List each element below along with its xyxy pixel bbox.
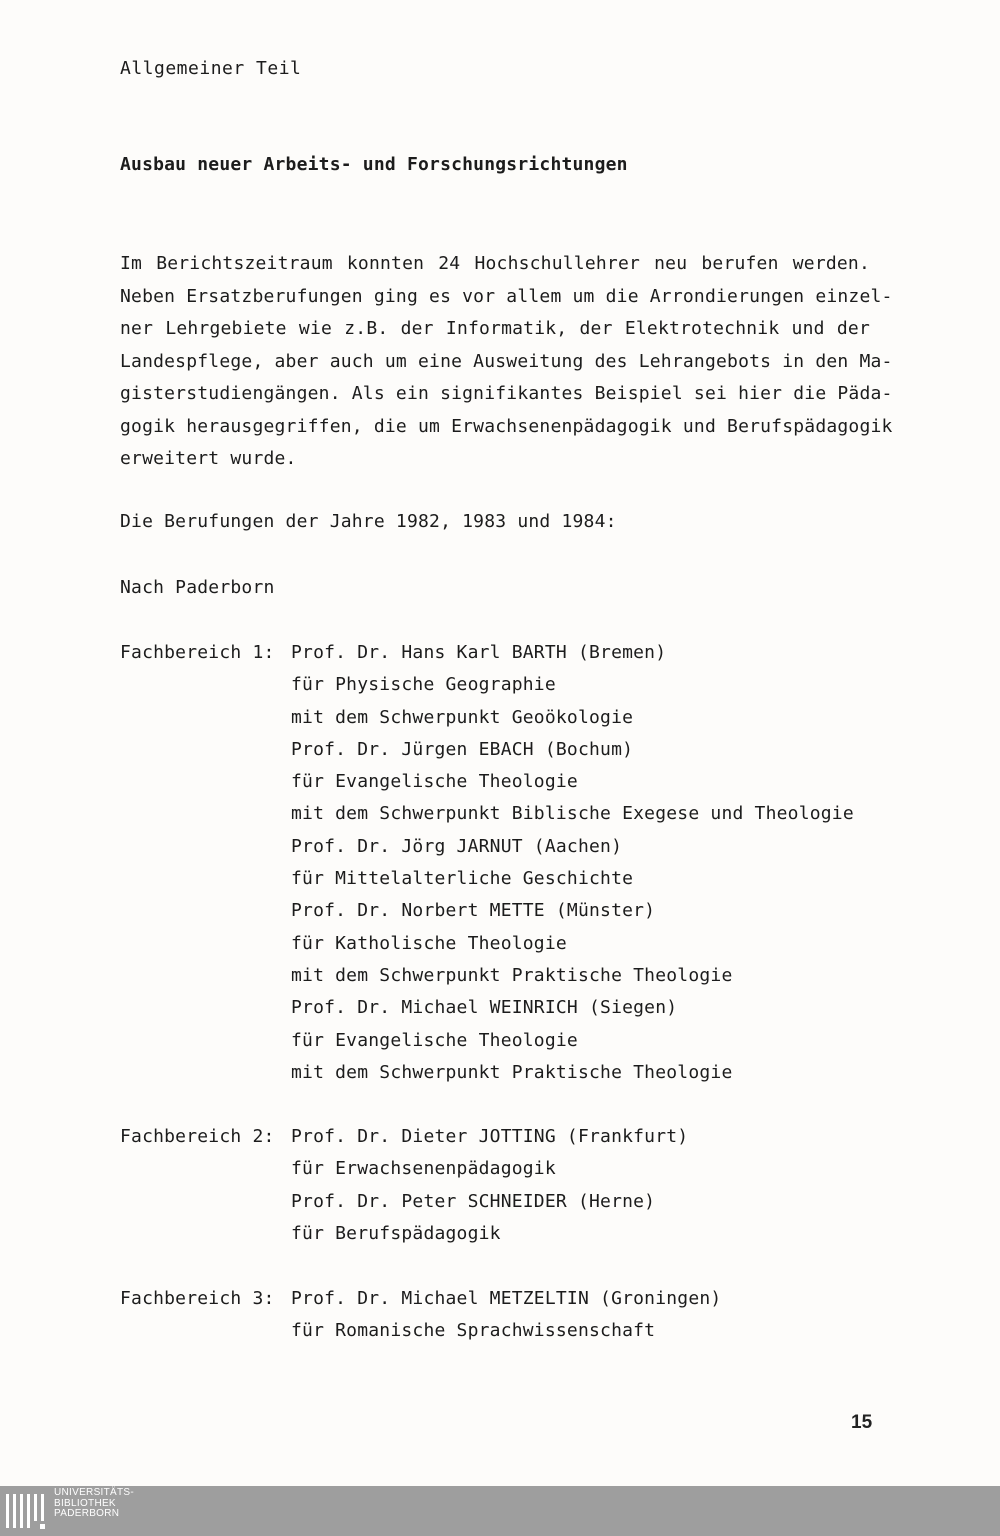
entry-line: Prof. Dr. Jürgen EBACH (Bochum) (291, 738, 634, 760)
department-label: Fachbereich 3: (120, 1288, 275, 1309)
entry-line: für Erwachsenenpädagogik (291, 1158, 556, 1180)
entry-line: für Evangelische Theologie (291, 1029, 578, 1051)
paragraph-line: Landespflege, aber auch um eine Ausweitung des Lehrangebots in den Ma- (120, 350, 893, 372)
entry-line: für Katholische Theologie (291, 932, 567, 954)
department-entries (291, 637, 854, 1089)
department-entries (291, 1283, 721, 1348)
entry-line: Prof. Dr. Michael WEINRICH (Siegen) (291, 997, 678, 1019)
paragraph-line: gogik herausgegriffen, die um Erwachsenenpädagogik und Berufspädagogik (120, 415, 893, 437)
paragraph-line: gisterstudiengängen. Als ein signifikantes Beispiel sei hier die Päda- (120, 383, 893, 404)
entry-line: mit dem Schwerpunkt Geoökologie (291, 706, 634, 728)
paragraph-line: erweitert wurde. (120, 448, 297, 469)
section-title: Ausbau neuer Arbeits- und Forschungsrichtungen (120, 154, 628, 175)
entry-line: Prof. Dr. Norbert METTE (Münster) (291, 900, 656, 922)
library-barcode-logo-icon (4, 1492, 48, 1532)
entry-line: Prof. Dr. Peter SCHNEIDER (Herne) (291, 1190, 656, 1212)
running-head: Allgemeiner Teil (120, 58, 302, 79)
entry-line: für Mittelalterliche Geschichte (291, 868, 634, 890)
library-name-line: UNIVERSITÄTS- (54, 1487, 135, 1498)
entry-line: Prof. Dr. Jörg JARNUT (Aachen) (291, 835, 623, 857)
library-name-line: PADERBORN (54, 1508, 120, 1519)
department-entries (291, 1121, 688, 1250)
body-paragraph (120, 248, 893, 476)
library-name (54, 1488, 134, 1520)
appointments-intro: Die Berufungen der Jahre 1982, 1983 und 1984: (120, 511, 617, 532)
entry-line: für Berufspädagogik (291, 1222, 501, 1244)
paragraph-line: Im Berichtszeitraum konnten 24 Hochschullehrer neu berufen werden. (120, 253, 870, 274)
department-label: Fachbereich 1: (120, 642, 275, 663)
entry-line: für Romanische Sprachwissenschaft (291, 1320, 656, 1342)
department-label: Fachbereich 2: (120, 1126, 275, 1147)
entry-line: für Physische Geographie (291, 674, 556, 696)
entry-line: mit dem Schwerpunkt Praktische Theologie (291, 964, 733, 986)
library-footer-bar (0, 1486, 1000, 1536)
paragraph-line: Neben Ersatzberufungen ging es vor allem um die Arrondierungen einzel- (120, 285, 893, 307)
page-number: 15 (851, 1412, 873, 1433)
paragraph-line: ner Lehrgebiete wie z.B. der Informatik, der Elektrotechnik und der (120, 318, 870, 339)
entry-line: Prof. Dr. Hans Karl BARTH (Bremen) (291, 642, 667, 663)
entry-line: mit dem Schwerpunkt Praktische Theologie (291, 1061, 733, 1083)
entry-line: mit dem Schwerpunkt Biblische Exegese und Theologie (291, 803, 854, 825)
entry-line: Prof. Dr. Michael METZELTIN (Groningen) (291, 1288, 722, 1309)
library-name-line: BIBLIOTHEK (54, 1497, 116, 1509)
location-heading: Nach Paderborn (120, 577, 275, 598)
entry-line: Prof. Dr. Dieter JOTTING (Frankfurt) (291, 1126, 689, 1147)
entry-line: für Evangelische Theologie (291, 771, 578, 793)
